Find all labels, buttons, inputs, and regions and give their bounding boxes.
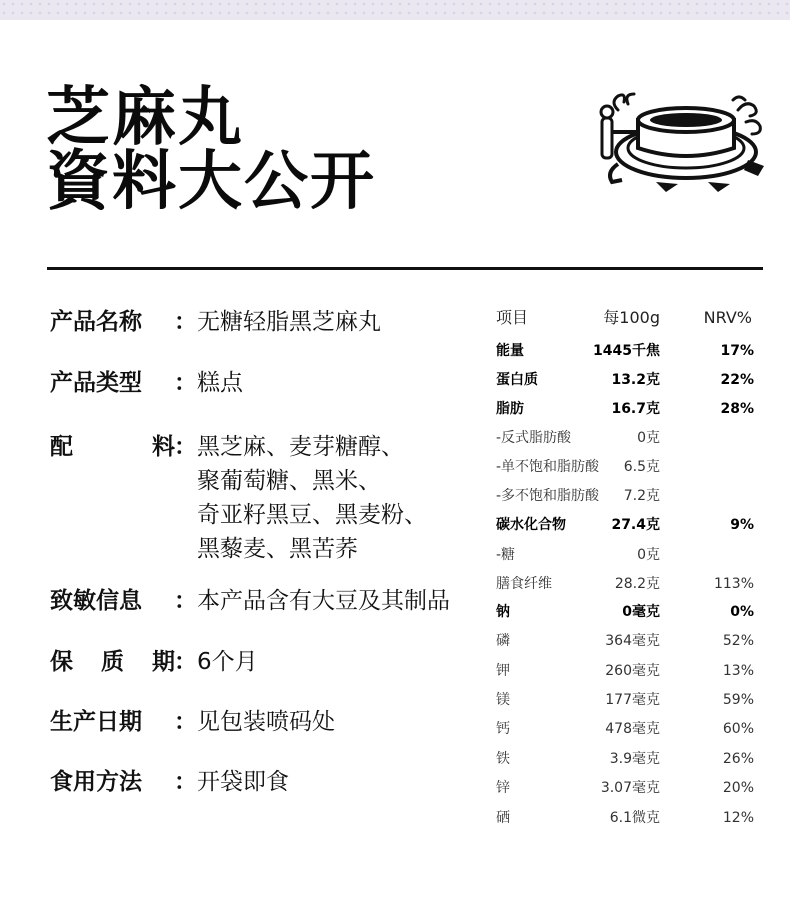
info-usage-colon: ： (174, 769, 197, 795)
top-decorative-band (0, 0, 790, 20)
nutrition-row-name: 钠 (496, 604, 510, 620)
nutrition-row-per-100g: 16.7克 (611, 401, 660, 417)
nutrition-row-per-100g: 27.4克 (611, 517, 660, 533)
nutrition-row (496, 573, 760, 595)
nutrition-row-nrv: 20% (722, 780, 754, 796)
nutrition-row-per-100g: 3.07毫克 (600, 780, 660, 796)
pot-on-stove-illustration (598, 90, 768, 200)
nutrition-row-per-100g: 1445千焦 (593, 343, 660, 359)
nutrition-row-name: 碳水化合物 (496, 517, 566, 533)
info-usage-label: 食用方法 (50, 769, 142, 795)
info-product-name-text: 无糖轻脂黑芝麻丸 (197, 309, 381, 335)
nutrition-header-item: 项目 (496, 308, 529, 327)
nutrition-row-name: 钾 (496, 663, 510, 679)
nutrition-row-name: 锌 (496, 780, 510, 796)
nutrition-row-name: -糖 (496, 547, 516, 563)
nutrition-row-name: 膳食纤维 (496, 576, 552, 592)
info-ingredients-line: 聚葡萄糖、黑米、 (197, 468, 381, 494)
nutrition-row-per-100g: 13.2克 (611, 372, 660, 388)
nutrition-row (496, 369, 760, 391)
nutrition-row-per-100g: 0克 (637, 547, 660, 563)
nutrition-row-per-100g: 3.9毫克 (609, 751, 660, 767)
nutrition-row (496, 601, 760, 623)
info-ingredients-colon: ： (174, 434, 197, 460)
nutrition-row-per-100g: 28.2克 (614, 576, 660, 592)
headline-line-2: 資料大公开 (46, 145, 376, 219)
info-shelf-life-label-b: 质 (101, 649, 124, 675)
nutrition-row-nrv: 59% (722, 692, 754, 708)
nutrition-row-nrv: 60% (722, 721, 754, 737)
info-production-date-colon: ： (174, 709, 197, 735)
nutrition-row-nrv: 28% (720, 401, 754, 417)
info-ingredients-line: 奇亚籽黑豆、黑麦粉、 (197, 502, 427, 528)
info-product-type-colon: ： (174, 370, 197, 396)
nutrition-row-name: 铁 (496, 751, 510, 767)
nutrition-row-nrv: 12% (722, 810, 754, 826)
info-production-date-label: 生产日期 (50, 709, 142, 735)
nutrition-row-per-100g: 260毫克 (605, 663, 660, 679)
nutrition-row-per-100g: 364毫克 (605, 633, 660, 649)
nutrition-row-name: 镁 (496, 692, 510, 708)
nutrition-row (496, 777, 760, 799)
nutrition-row-name: 磷 (496, 633, 510, 649)
nutrition-row (496, 660, 760, 682)
nutrition-row-name: 脂肪 (496, 401, 524, 417)
nutrition-row-per-100g: 177毫克 (605, 692, 660, 708)
nutrition-row (496, 807, 760, 829)
nutrition-row-per-100g: 478毫克 (605, 721, 660, 737)
nutrition-row (496, 689, 760, 711)
info-allergen-colon: ： (174, 588, 197, 614)
nutrition-row-name: 蛋白质 (496, 372, 538, 388)
nutrition-row-per-100g: 7.2克 (623, 488, 660, 504)
nutrition-row-name: 钙 (496, 721, 510, 737)
nutrition-row-name: -单不饱和脂肪酸 (496, 459, 600, 475)
nutrition-row (496, 748, 760, 770)
info-usage-value: 开袋即食 (197, 769, 289, 795)
info-ingredients-lines (197, 433, 427, 569)
info-shelf-life-label-c: 期 (152, 649, 175, 675)
info-product-name-label: 产品名称 (50, 309, 142, 335)
nutrition-row-per-100g: 6.5克 (623, 459, 660, 475)
info-product-type-label: 产品类型 (50, 370, 142, 396)
nutrition-row-nrv: 9% (730, 517, 754, 533)
nutrition-row-name: -反式脂肪酸 (496, 430, 572, 446)
nutrition-row (496, 544, 760, 566)
headline-line-1: 芝麻丸 (46, 81, 244, 155)
nutrition-row-nrv: 22% (720, 372, 754, 388)
nutrition-row-per-100g: 6.1微克 (609, 810, 660, 826)
nutrition-row-nrv: 17% (720, 343, 754, 359)
nutrition-row (496, 485, 760, 507)
nutrition-header-nrv: NRV% (703, 308, 752, 327)
info-product-type-value: 糕点 (197, 370, 243, 396)
nutrition-row (496, 514, 760, 536)
nutrition-row-per-100g: 0克 (637, 430, 660, 446)
nutrition-row (496, 718, 760, 740)
nutrition-row-name: 硒 (496, 810, 510, 826)
nutrition-row (496, 630, 760, 652)
nutrition-header-per: 每100g (603, 308, 660, 327)
nutrition-row-name: 能量 (496, 343, 524, 359)
info-shelf-life-colon: ： (174, 649, 197, 675)
info-ingredients-line: 黑藜麦、黑苦荞 (197, 536, 358, 562)
nutrition-header-row (496, 307, 760, 329)
header-divider (47, 267, 763, 270)
info-ingredients-label-b: 料 (152, 434, 175, 460)
info-shelf-life-value: 6个月 (197, 649, 258, 675)
nutrition-row-nrv: 26% (722, 751, 754, 767)
info-allergen-label: 致敏信息 (50, 588, 142, 614)
nutrition-row-nrv: 13% (722, 663, 754, 679)
nutrition-row-per-100g: 0毫克 (622, 604, 660, 620)
nutrition-row-nrv: 113% (713, 576, 754, 592)
info-product-name-value (174, 308, 381, 337)
info-allergen-value: 本产品含有大豆及其制品 (197, 588, 450, 614)
info-shelf-life-label-a: 保 (50, 649, 73, 675)
nutrition-row-name: -多不饱和脂肪酸 (496, 488, 600, 504)
info-ingredients-label (50, 433, 175, 462)
nutrition-row (496, 456, 760, 478)
info-ingredients-line: 黑芝麻、麦芽糖醇、 (197, 434, 404, 460)
nutrition-row (496, 427, 760, 449)
nutrition-row (496, 340, 760, 362)
info-production-date-value: 见包装喷码处 (197, 709, 335, 735)
info-shelf-life-label (50, 648, 175, 677)
nutrition-row-nrv: 0% (730, 604, 754, 620)
nutrition-row (496, 398, 760, 420)
info-ingredients-label-a: 配 (50, 434, 73, 460)
info-product-name-colon: ： (174, 309, 197, 335)
nutrition-row-nrv: 52% (722, 633, 754, 649)
